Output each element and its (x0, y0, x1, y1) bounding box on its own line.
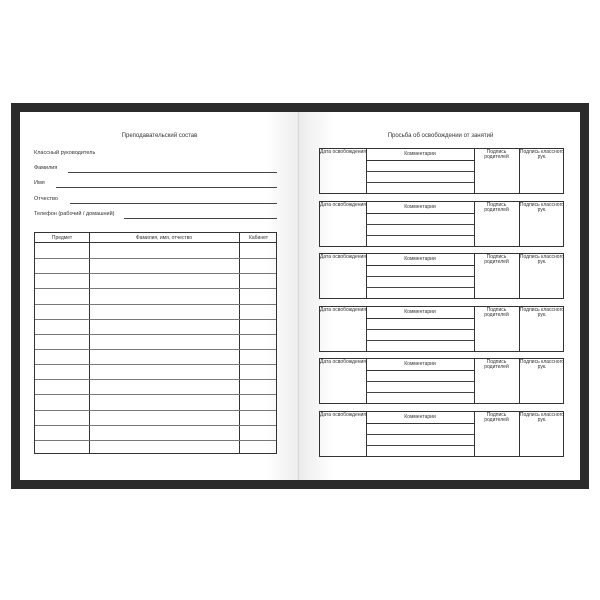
table-row[interactable] (35, 273, 276, 274)
field-label-name: Имя (34, 180, 45, 186)
comment-line[interactable] (366, 276, 474, 277)
comment-line[interactable] (366, 434, 474, 435)
header-parents-signature: Подпись родителей (484, 359, 509, 371)
header-separator (366, 213, 474, 214)
absence-request-block (319, 306, 564, 352)
table-row[interactable] (35, 440, 276, 441)
table-row[interactable] (35, 394, 276, 395)
header-room: Кабинет (248, 235, 269, 241)
column-divider (519, 307, 520, 351)
column-divider (519, 149, 520, 193)
header-comments: Комментарии (404, 256, 436, 262)
absence-request-block (319, 411, 564, 457)
name-line[interactable] (56, 187, 277, 188)
field-label-class-teacher: Классный руководитель (34, 150, 96, 156)
comment-line[interactable] (366, 329, 474, 330)
column-divider (519, 412, 520, 456)
absence-request-block (319, 201, 564, 247)
comment-line[interactable] (366, 392, 474, 393)
header-parents-signature: Подпись родителей (484, 411, 509, 423)
header-separator (366, 265, 474, 266)
header-date: Дата освобождения (320, 254, 367, 260)
right-page-title: Просьба об освобождении от занятий (387, 133, 494, 139)
absence-request-block (319, 253, 564, 299)
header-separator (366, 423, 474, 424)
field-label-phone: Телефон (рабочий / домашний) (34, 211, 115, 217)
comment-line[interactable] (366, 235, 474, 236)
column-divider (474, 202, 475, 246)
table-row[interactable] (35, 364, 276, 365)
header-comments: Комментарии (404, 361, 436, 367)
table-row[interactable] (35, 334, 276, 335)
header-separator (366, 318, 474, 319)
phone-line[interactable] (124, 218, 277, 219)
header-teacher-signature: Подпись классного рук. (519, 201, 565, 213)
header-comments: Комментарии (404, 151, 436, 157)
header-teacher-signature: Подпись классного рук. (519, 359, 565, 371)
header-date: Дата освобождения (320, 306, 367, 313)
table-row[interactable] (35, 349, 276, 350)
table-row[interactable] (35, 304, 276, 305)
table-row[interactable] (35, 288, 276, 289)
header-teacher-signature: Подпись классного рук. (519, 411, 565, 423)
table-row[interactable] (35, 425, 276, 426)
field-label-surname: Фамилия (34, 165, 58, 171)
column-divider (474, 359, 475, 403)
comment-line[interactable] (366, 224, 474, 225)
header-separator (366, 370, 474, 371)
header-full-name: Фамилия, имя, отчество (135, 235, 193, 241)
table-row[interactable] (35, 258, 276, 259)
header-subject: Предмет (51, 235, 73, 241)
patronymic-line[interactable] (70, 203, 277, 204)
field-label-patronymic: Отчество (34, 196, 58, 202)
comment-line[interactable] (366, 182, 474, 183)
header-date: Дата освобождения (320, 411, 367, 418)
right-page (301, 112, 580, 480)
header-parents-signature: Подпись родителей (484, 149, 509, 161)
comment-line[interactable] (366, 171, 474, 172)
table-row[interactable] (35, 379, 276, 380)
surname-line[interactable] (68, 172, 277, 173)
column-divider (519, 254, 520, 298)
absence-request-block (319, 358, 564, 404)
column-divider (519, 202, 520, 246)
table-row[interactable] (35, 410, 276, 411)
column-divider (474, 412, 475, 456)
header-teacher-signature: Подпись классного рук. (519, 306, 565, 318)
column-divider (474, 254, 475, 298)
header-parents-signature: Подпись родителей (484, 306, 509, 318)
staff-table (34, 232, 277, 454)
header-date: Дата освобождения (320, 359, 367, 365)
header-comments: Комментарии (404, 413, 436, 420)
left-page-title: Преподавательский состав (121, 133, 198, 139)
comment-line[interactable] (366, 381, 474, 382)
header-parents-signature: Подпись родителей (484, 254, 509, 266)
header-date: Дата освобождения (320, 149, 367, 155)
header-comments: Комментарии (404, 308, 436, 315)
absence-request-block (319, 148, 564, 194)
header-teacher-signature: Подпись классного рук. (519, 254, 565, 266)
header-comments: Комментарии (404, 203, 436, 210)
column-divider (474, 307, 475, 351)
column-divider (519, 359, 520, 403)
header-date: Дата освобождения (320, 201, 367, 208)
header-parents-signature: Подпись родителей (484, 201, 509, 213)
left-page (20, 112, 299, 480)
column-divider (239, 233, 240, 453)
comment-line[interactable] (366, 287, 474, 288)
column-divider (89, 233, 90, 453)
header-teacher-signature: Подпись классного рук. (519, 149, 565, 161)
comment-line[interactable] (366, 340, 474, 341)
comment-line[interactable] (366, 445, 474, 446)
column-divider (474, 149, 475, 193)
header-separator (366, 160, 474, 161)
table-row[interactable] (35, 319, 276, 320)
